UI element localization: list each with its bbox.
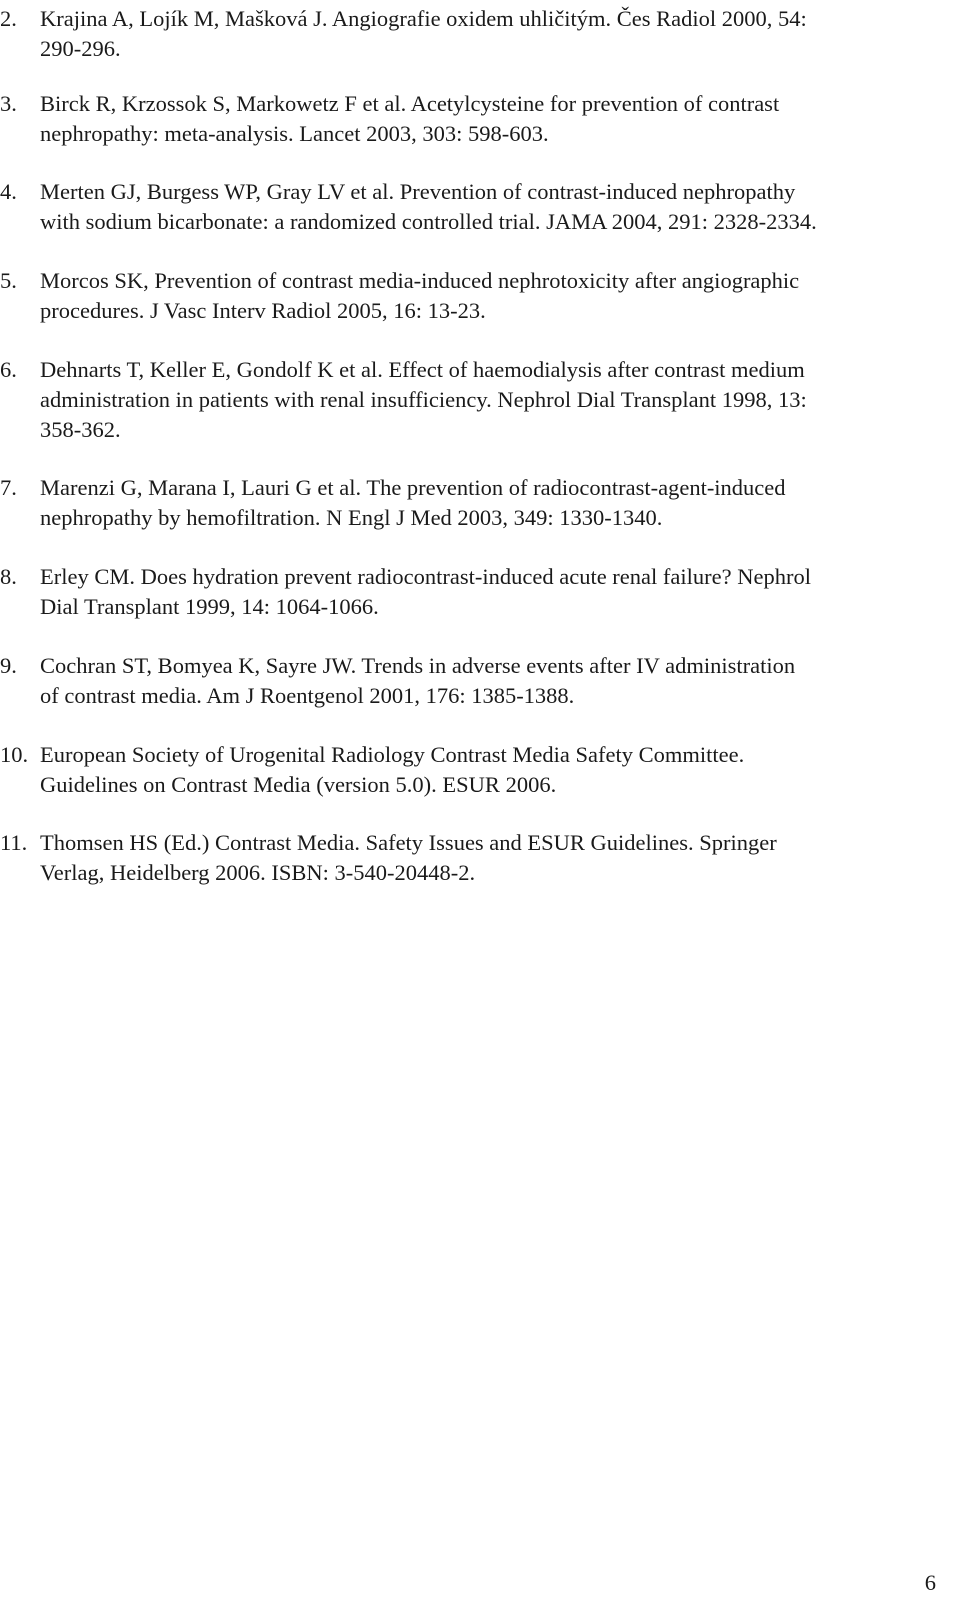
- reference-line: Marenzi G, Marana I, Lauri G et al. The prevention of radiocontrast-agent-induced: [40, 475, 786, 500]
- reference-text: [40, 89, 935, 149]
- reference-line: Krajina A, Lojík M, Mašková J. Angiografie oxidem uhličitým. Čes Radiol 2000, 54:: [40, 6, 807, 31]
- reference-text: [40, 562, 935, 622]
- reference-line: Verlag, Heidelberg 2006. ISBN: 3-540-20448-2.: [40, 860, 476, 885]
- reference-number: 9.: [0, 653, 17, 678]
- reference-text: [40, 740, 935, 800]
- reference-text: [40, 828, 935, 888]
- reference-line: Dial Transplant 1999, 14: 1064-1066.: [40, 594, 379, 619]
- reference-item-5: [0, 266, 935, 326]
- reference-line: Merten GJ, Burgess WP, Gray LV et al. Prevention of contrast-induced nephropathy: [40, 179, 796, 204]
- reference-number: 4.: [0, 179, 17, 204]
- reference-item-7: [0, 473, 935, 533]
- reference-line: nephropathy by hemofiltration. N Engl J Med 2003, 349: 1330-1340.: [40, 505, 663, 530]
- reference-number: 2.: [0, 6, 17, 31]
- reference-number: 5.: [0, 268, 17, 293]
- reference-line: of contrast media. Am J Roentgenol 2001, 176: 1385-1388.: [40, 683, 575, 708]
- reference-text: [40, 4, 935, 64]
- reference-line: 290-296.: [40, 36, 121, 61]
- reference-text: [40, 266, 935, 326]
- reference-text: [40, 651, 935, 711]
- reference-text: [40, 473, 935, 533]
- reference-item-2: [0, 4, 935, 64]
- reference-line: Thomsen HS (Ed.) Contrast Media. Safety Issues and ESUR Guidelines. Springer: [40, 830, 777, 855]
- reference-line: with sodium bicarbonate: a randomized controlled trial. JAMA 2004, 291: 2328-2334.: [40, 209, 817, 234]
- reference-item-8: [0, 562, 935, 622]
- page-number: 6: [924, 1570, 936, 1595]
- reference-line: Guidelines on Contrast Media (version 5.0). ESUR 2006.: [40, 772, 557, 797]
- reference-line: Birck R, Krzossok S, Markowetz F et al. Acetylcysteine for prevention of contrast: [40, 91, 780, 116]
- reference-line: Morcos SK, Prevention of contrast media-induced nephrotoxicity after angiographic: [40, 268, 800, 293]
- reference-line: nephropathy: meta-analysis. Lancet 2003, 303: 598-603.: [40, 121, 549, 146]
- reference-item-9: [0, 651, 935, 711]
- reference-item-11: [0, 828, 935, 888]
- reference-item-3: [0, 89, 935, 149]
- reference-line: procedures. J Vasc Interv Radiol 2005, 16: 13-23.: [40, 298, 486, 323]
- reference-number: 8.: [0, 564, 17, 589]
- reference-text: [40, 355, 935, 445]
- reference-text: [40, 177, 935, 237]
- reference-number: 11.: [0, 830, 28, 855]
- reference-line: administration in patients with renal insufficiency. Nephrol Dial Transplant 1998, 13:: [40, 387, 807, 412]
- reference-line: 358-362.: [40, 417, 121, 442]
- reference-number: 7.: [0, 475, 17, 500]
- reference-line: Erley CM. Does hydration prevent radiocontrast-induced acute renal failure? Nephrol: [40, 564, 811, 589]
- reference-line: European Society of Urogenital Radiology Contrast Media Safety Committee.: [40, 742, 745, 767]
- reference-item-4: [0, 177, 935, 237]
- reference-item-6: [0, 355, 935, 445]
- reference-item-10: [0, 740, 935, 800]
- reference-line: Dehnarts T, Keller E, Gondolf K et al. Effect of haemodialysis after contrast medium: [40, 357, 805, 382]
- reference-line: Cochran ST, Bomyea K, Sayre JW. Trends in adverse events after IV administration: [40, 653, 796, 678]
- reference-number: 3.: [0, 91, 17, 116]
- reference-number: 10.: [0, 742, 29, 767]
- reference-number: 6.: [0, 357, 17, 382]
